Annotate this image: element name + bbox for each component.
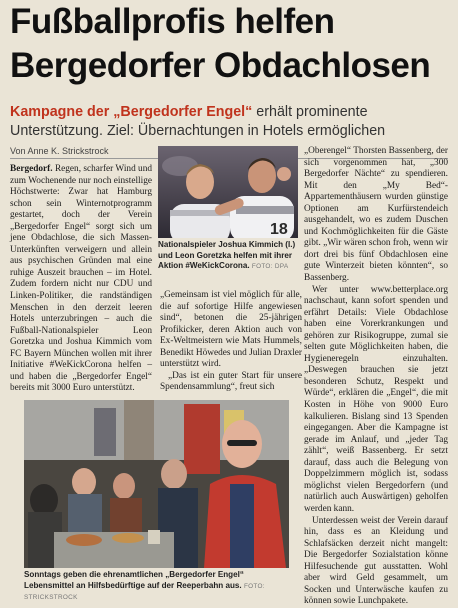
paragraph: „Das ist ein guter Start für unsere Spendensammlung“, freut sich bbox=[160, 370, 302, 393]
photo-volunteers bbox=[24, 400, 289, 568]
photo-credit: FOTO: STRICKSTROCK bbox=[24, 582, 265, 601]
photo-caption-footballers: Nationalspieler Joshua Kimmich (l.) und Leon Goretzka helfen mit ihrer Aktion #WeKickCorona. FOTO: DPA bbox=[158, 240, 296, 270]
kicker-campaign: Kampagne der „Bergedorfer Engel“ bbox=[10, 104, 253, 120]
article-column-1 bbox=[10, 164, 152, 395]
kicker bbox=[10, 103, 450, 141]
photo-caption-volunteers: Sonntags geben die ehrenamtlichen „Bergedorfer Engel“ Lebensmittel an Hilfsbedürftige auf der Reeperbahn aus. FOTO: STRICKSTROCK bbox=[24, 570, 265, 601]
byline: Von Anne K. Strickstrock bbox=[10, 146, 109, 156]
volunteers-image bbox=[24, 400, 289, 568]
paragraph: „Oberengel“ Thorsten Bassenberg, der sich vorgenommen hat, „300 Bergedorfer Nächte“ zu spendieren. Mit den „My Bed“-Appartementhäusern wurden günstige Optionen am Kurfürstendeich ausgehandelt, wo es zudem Duschen und Kochmöglichkeiten für die Gäste gibt. „Wir wären schon froh, wenn wir dort drei bis fünf Obdachlosen eine gute Winterzeit bieten könnten“, so Bassenberg. bbox=[304, 146, 448, 284]
article-column-3 bbox=[304, 146, 448, 608]
dateline: Bergedorf. bbox=[10, 164, 53, 174]
footballers-image bbox=[158, 146, 298, 238]
kicker-text: erhält prominente Unterstützung. Ziel: Übernachtungen in Hotels ermöglichen bbox=[10, 104, 386, 139]
photo-credit: FOTO: DPA bbox=[251, 263, 289, 270]
paragraph: Bergedorf. Regen, scharfer Wind und zum Wochenende nur noch einstellige Höchstwerte: Zwar hat Hamburg schon sein Winternotprogramm gestartet, doch der Verein „Bergedorfer Engel“ sorgt sich um jene Obdachlose, die sich Massen-Unterkünften verweigern und allein aus psychischen Gründen mal eine ruhige Auszeit brauchen – im Hotel. Zudem fordern nicht nur CDU und Linken-Politiker, die randständigen Menschen in den derzeit leeren Hotels unterzubringen – auch die Fußball-Nationalspieler Leon Goretzka und Joshua Kimmich vom FC Bayern München wollen mit ihrer Initiative #WeKickCorona helfen – und haben die „Bergedorfer Engel“ bereits mit 3000 Euro unterstützt. bbox=[10, 164, 152, 394]
headline: Fußballprofis helfen Bergedorfer Obdachlosen bbox=[10, 2, 431, 85]
photo-footballers bbox=[158, 146, 298, 238]
jersey-number: 18 bbox=[270, 221, 288, 238]
paragraph: Wer unter www.betterplace.org nachschaut, kann sofort spenden und erfährt Details: Viele Obdachlose haben eine Vorerkrankungen und gehören zur Risikogruppe, zumal sie selten gute Möglichkeiten haben, die Hygieneregeln einzuhalten. „Deswegen brauchen sie jetzt besonderen Schutz, Respekt und Würde“, erklären die „Engel“, die mit Kosten in Höhe von 9000 Euro kalkulieren. Bislang sind 13 Spenden eingegangen. Aber die Kampagne ist gerade im Anlauf, und „jeder Tag zählt“, weiß Bassenberg. Er setzt darauf, dass auch die Belegung von Doppelzimmern möglich ist, sodass möglichst vielen Bergedorfern (und natürlich auch Auswärtigen) geholfen werden kann. bbox=[304, 284, 448, 514]
article-column-2 bbox=[160, 290, 302, 394]
paragraph: „Gemeinsam ist viel möglich für alle, die auf sofortige Hilfe angewiesen sind“, betonen die 25-jährigen Profikicker, deren Aktion auch von Ex-Weltmeistern wie Mats Hummels, Benedikt Höwedes und Julian Draxler unterstützt wird. bbox=[160, 290, 302, 370]
paragraph: Unterdessen weist der Verein darauf hin, dass es an Kleidung und Schlafsäcken derzeit nicht mangelt: Die Bergedorfer Sozialstation könne Hilfesuchende gut ausstatten. Wohl aber wird Geld gesammelt, um Socken und Unterwäsche kaufen zu können sowie Lunchpakete. bbox=[304, 515, 448, 607]
